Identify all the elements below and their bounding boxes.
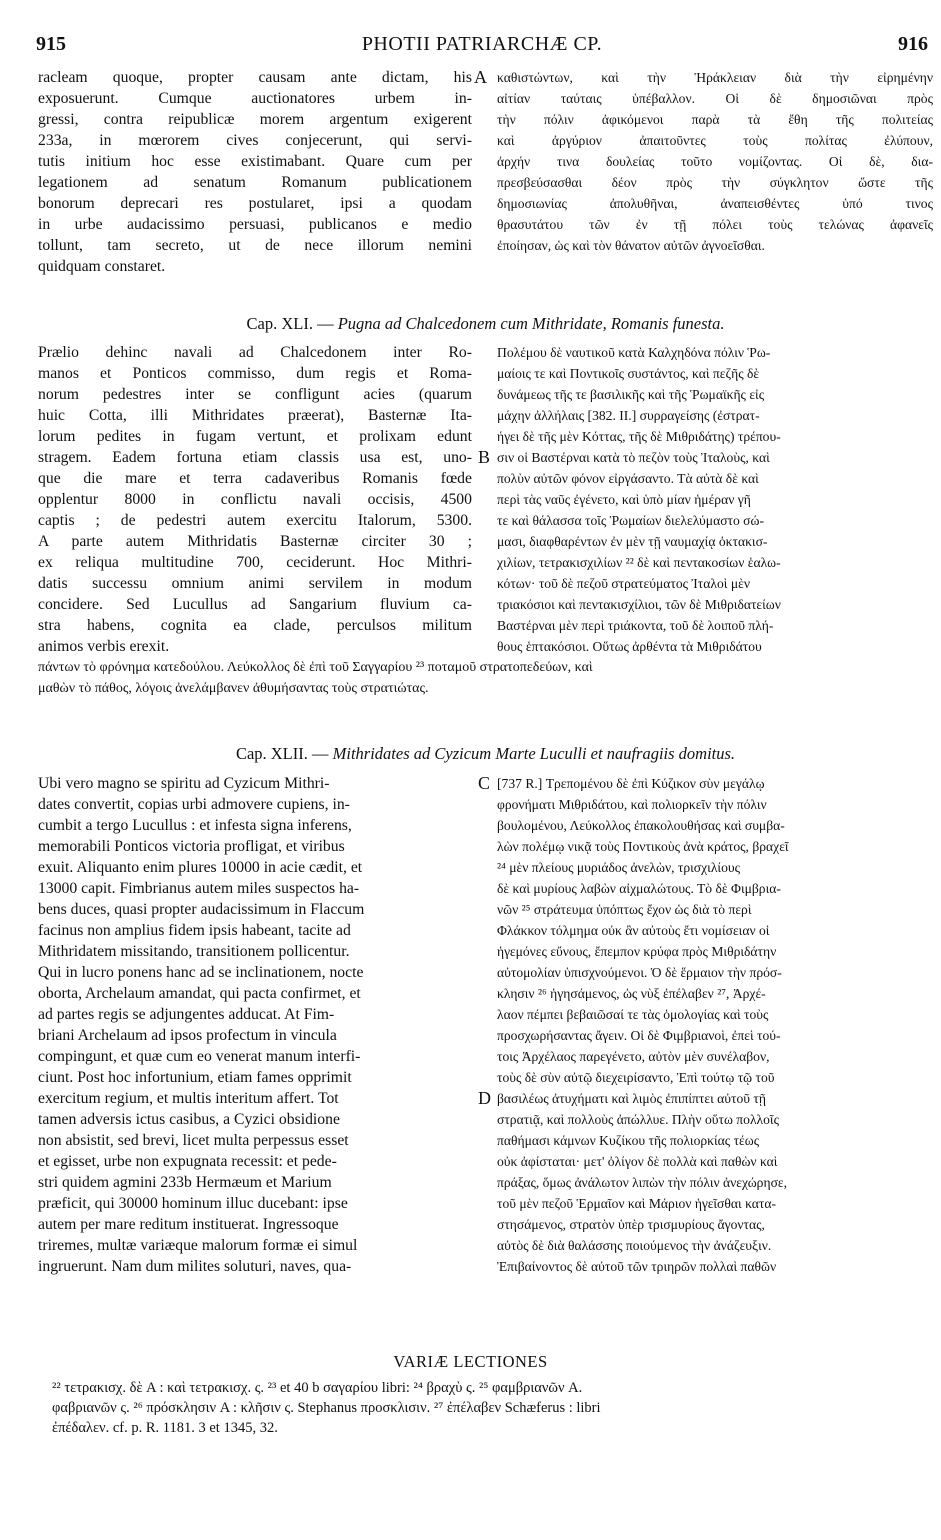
text-line: χιλίων, τετρακισχιλίων ²² δὲ καὶ πεντακοσίων ἑαλω- (497, 555, 781, 570)
text-line: ciunt. Post hoc infortunium, etiam fames opprimit (38, 1069, 352, 1086)
text-line: σιν οἱ Βαστέρναι κατὰ τὸ πεζὸν τοὺς Ἰταλοὺς, καὶ (497, 450, 770, 465)
text-line: quidquam constaret. (38, 258, 166, 275)
text-line: stragem. Eadem fortuna etiam classis usa est, uno- (38, 449, 472, 466)
text-line: concidere. Sed Lucullus ad Sangarium fluvium ca- (38, 596, 472, 613)
text-line: datis successu omnium animi servilem in modum (38, 575, 472, 592)
text-line: δὲ καὶ μυρίους λαβὼν αἰχμαλώτους. Τὸ δὲ Φιμβρια- (497, 881, 781, 896)
text-line: dates convertit, copias urbi admovere cupiens, in- (38, 796, 350, 813)
text-line: autem per mare reditum instituerat. Ingressoque (38, 1216, 339, 1233)
text-line: Πολέμου δὲ ναυτικοῦ κατὰ Καλχηδόνα πόλιν Ῥω- (497, 345, 771, 360)
text-line: πολὺν αὐτῶν φόνον εἰργάσαντο. Τὰ αὐτὰ δὲ καὶ (497, 471, 759, 486)
text-line: cumbit a tergo Lucullus : et infesta signa inferens, (38, 817, 352, 834)
margin-letter-b: B (478, 447, 491, 467)
text-line: θους ἑπτακόσιοι. Οὕτως ἀρθέντα τὰ Μιθριδάτου (497, 639, 762, 654)
text-line: præficit, qui 30000 hominum illuc ducebant: ipse (38, 1195, 348, 1212)
text-line: οὐκ ἀφίσταται· μετ' ὀλίγον δὲ πολλὰ καὶ παθὼν καὶ (497, 1154, 778, 1169)
text-line: Mithridatem missitando, transitionem pollicentur. (38, 943, 350, 960)
text-line: ἀρχήν τινα δουλείας τοῦτο νομίζοντας. Οἱ δὲ, δια- (497, 154, 933, 169)
text-line: πράξας, ὅμως ἀνάλωτον λιπὼν τὴν πόλιν ἀνεχώρησε, (497, 1175, 788, 1190)
running-title: PHOTII PATRIARCHÆ CP. (361, 33, 603, 55)
text-line: facinus non amplius fidem ipsis habeant, tacite ad (38, 922, 351, 939)
text-line: μαίοις τε καὶ Ποντικοῖς συστάντος, καὶ πεζῆς δὲ (497, 366, 760, 381)
text-line: στησάμενος, στρατὸν ὑπὲρ τρισμυρίους ἄγοντας, (497, 1217, 765, 1232)
text-line: προσχωρήσαντας ἄγειν. Οἱ δὲ Φιμβριανοὶ, ἐπεὶ τού- (497, 1028, 781, 1043)
text-line: Φλάκκον τόλμημα οὐκ ἂν αὐτοὺς ἔτι νομίσειαν οἱ (497, 923, 770, 938)
text-line: αἰτίαν ταύταις ὑπέβαλλον. Οἱ δὲ δημοσιῶναι πρὸς (497, 91, 933, 106)
chapter-title: Mithridates ad Cyzicum Marte Luculli et naufragiis domitus. (332, 744, 736, 763)
text-line: stri quidem agmini 233b Hermæum et Marium (38, 1174, 332, 1191)
text-line: αὐτομολίαν ὑπισχνούμενοι. Ὁ δὲ ἕρμαιον τὴν πρόσ- (497, 965, 782, 980)
page-header (36, 33, 928, 63)
text-line: racleam quoque, propter causam ante dictam, his (38, 69, 472, 86)
text-line: compingunt, et quæ cum eo venerat manum interfi- (38, 1048, 361, 1065)
text-line: ήγει δὲ τῆς μὲν Κόττας, τῆς δὲ Μιθριδάτης) τρέπου- (497, 429, 781, 444)
latin-column-section1 (38, 67, 472, 277)
text-line: Ubi vero magno se spiritu ad Cyzicum Mithri- (38, 775, 330, 792)
text-line: τοῦ μὲν πεζοῦ Ἑρμαῖον καὶ Μάριον ἡγεῖσθαι κατα- (497, 1196, 777, 1211)
text-line: triremes, multæ variæque malorum formæ ei simul (38, 1237, 358, 1254)
margin-letter-a: A (474, 67, 487, 87)
text-line: legationem ad senatum Romanum publicationem (38, 174, 472, 191)
text-line: exposuerunt. Cumque auctionatores urbem in- (38, 90, 472, 107)
text-line: animos verbis erexit. (38, 638, 170, 655)
margin-letter-d: D (478, 1088, 491, 1108)
text-line: ἐπέδαλεν. cf. p. R. 1181. 3 et 1345, 32. (52, 1420, 278, 1436)
text-line: ad partes regis se adjungentes adducat. At Fim- (38, 1006, 335, 1023)
text-line: non absistit, sed brevi, licet multa perpessus esset (38, 1132, 349, 1149)
text-line: τὴν πόλιν ἀφικόμενοι παρὰ τὰ ἔθη τῆς πολιτείας (497, 112, 933, 127)
text-line: καὶ ἀργύριον ἀπαιτοῦντες τοὺς πολίτας ἐλύπουν, (497, 133, 933, 148)
text-line: 13000 capit. Fimbrianus autem miles suspectos ha- (38, 880, 360, 897)
text-line: captis ; de pedestri autem exercitu Italorum, 5300. (38, 512, 472, 529)
text-line: oborta, Archelaum amandat, qui pacta confirmet, et (38, 985, 361, 1002)
text-line: exuit. Aliquanto enim plures 10000 in acie cædit, et (38, 859, 363, 876)
text-line: tutis initium hoc esse existimabant. Quare cum per (38, 153, 472, 170)
text-line: et egisset, urbe non expugnata recessit: et pede- (38, 1153, 337, 1170)
text-line: tollunt, tam secreto, ut de nece illorum nemini (38, 237, 472, 254)
text-line: gressi, contra reipublicæ morem argentum exigerent (38, 111, 472, 128)
text-line: τοις Ἀρχέλαος παρεγένετο, αὐτὸν μὲν συνέλαβον, (497, 1049, 770, 1064)
text-line: τοὺς δὲ σὺν αὐτῷ διεχειρίσαντο, Ἐπὶ τούτῳ τῷ τοῦ (497, 1070, 775, 1085)
text-line: μάχην ἀλλήλαις [382. II.] συρραγείσης (ἐστρατ- (497, 408, 760, 423)
text-line: θρασυτάτου τῶν ἐν τῇ πόλει τοὺς τελώνας ἀφανεῖς (497, 217, 933, 232)
text-line: λὼν πολέμῳ νικᾷ τοὺς Ποντικοὺς ἀνὰ κράτος, βραχεῖ (497, 839, 789, 854)
text-line: norum pedestres inter se confligunt acies (quarum (38, 386, 472, 403)
text-line: στρατιᾷ, καὶ πολλοὺς ἀπώλλυε. Πλὴν οὕτω πολλοῖς (497, 1112, 779, 1127)
latin-column-section3 (38, 773, 472, 1277)
text-line: Ἐπιβαίνοντος δὲ αὐτοῦ τῶν τριηρῶν πολλαὶ παθῶν (497, 1259, 777, 1274)
greek-column-section2 (497, 342, 933, 657)
text-line: φαβριανῶν ς. ²⁶ πρόσκλησιν A : κλῆσιν ς. Stephanus προσκλισιν. ²⁷ ἐπέλαβεν Schæferus : libri (52, 1400, 601, 1416)
text-line: lorum pedites in fugam vertunt, et prolixam edunt (38, 428, 472, 445)
text-line: opplentur 8000 in conflictu navali occisis, 4500 (38, 491, 472, 508)
text-line: [737 R.] Τρεπομένου δὲ ἐπὶ Κύζικον σὺν μεγάλῳ (497, 776, 765, 791)
text-line: βουλομένου, Λεύκολλος ἐπακολουθήσας καὶ συμβα- (497, 818, 785, 833)
text-line: memorabili Ponticos victoria profligat, et viribus (38, 838, 345, 855)
text-line: παθήμασι κάμνων Κυζίκου τῆς πολιορκίας τέως (497, 1133, 760, 1148)
text-line: Qui in lucro ponens hanc ad se inclinationem, nocte (38, 964, 364, 981)
text-line: νῶν ²⁵ στράτευμα ὑπόπτως ἔχον ὡς διὰ τὸ περὶ (497, 902, 752, 917)
text-line: manos et Ponticos commisso, dum regis et Roma- (38, 365, 472, 382)
greek-full-width-lines (38, 657, 933, 699)
text-line: δημοσιωνίας ἀπολυθῆναι, ἀναπεισθέντες ὑπό τινος (497, 196, 933, 211)
text-line: κότων· τοῦ δὲ πεζοῦ στρατεύματος Ἰταλοὶ μὲν (497, 576, 750, 591)
variae-lectiones-notes (52, 1378, 932, 1438)
text-line: κλησιν ²⁶ ἡγησάμενος, ὡς νὺξ ἐπέλαβεν ²⁷, Ἀρχέ- (497, 986, 766, 1001)
text-line: πρεσβεύσασθαι δέον πρὸς τὴν σύγκλητον ὥστε τῆς (497, 175, 933, 190)
left-page-number: 915 (36, 33, 66, 55)
chapter-heading-42 (38, 743, 933, 765)
text-line: τε καὶ θάλασσα τοῖς Ῥωμαίων διελελύμαστο σώ- (497, 513, 764, 528)
text-line: ἡγεμόνες εὔνους, ἔπεμπον κρύφα πρὸς Μιθριδάτην (497, 944, 777, 959)
text-line: A parte autem Mithridatis Basternæ circiter 30 ; (38, 533, 472, 550)
text-line: μαθὼν τὸ πάθος, λόγοις ἀνελάμβανεν ἀθυμήσαντας τοὺς στρατιώτας. (38, 681, 429, 696)
text-line: huic Cotta, illi Mithridates præerat), Basternæ Ita- (38, 407, 472, 424)
text-line: πάντων τὸ φρόνημα κατεδούλου. Λεύκολλος δὲ ἐπὶ τοῦ Σαγγαρίου ²³ ποταμοῦ στρατοπεδεύων, καὶ (38, 660, 593, 675)
text-line: 233a, in mœrorem cives conjecerunt, qui servi- (38, 132, 472, 149)
chapter-heading-41 (38, 313, 933, 335)
text-line: φρονήματι Μιθριδάτου, καὶ πολιορκεῖν τὴν πόλιν (497, 797, 767, 812)
greek-column-section1 (497, 67, 933, 256)
latin-column-section2 (38, 342, 472, 657)
text-line: ²⁴ μὲν πλείους μυριάδος ἀνελὼν, τρισχιλίους (497, 860, 740, 875)
text-line: δυνάμεως τῆς τε βασιλικῆς καὶ τῆς Ῥωμαϊκῆς εἰς (497, 387, 765, 402)
text-line: briani Archelaum ad ipsos profectum in vincula (38, 1027, 337, 1044)
text-line: αὐτὸς δὲ διὰ θαλάσσης ποιούμενος τὴν ἀνάζευξιν. (497, 1238, 772, 1253)
text-line: ²² τετρακισχ. δὲ A : καὶ τετρακισχ. ς. ²³ et 40 b σαγαρίου libri: ²⁴ βραχὺ ς. ²⁵ φαμβριανῶν A. (52, 1380, 583, 1396)
text-line: βασιλέως ἀτυχήματι καὶ λιμὸς ἐπιπίπτει αὐτοῦ τῇ (497, 1091, 766, 1106)
text-line: Βαστέρναι μὲν περὶ τριάκοντα, τοῦ δὲ λοιποῦ πλή- (497, 618, 774, 633)
text-line: Prælio dehinc navali ad Chalcedonem inter Ro- (38, 344, 472, 361)
text-line: exercitum regium, et multis interitum affert. Tot (38, 1090, 339, 1107)
text-line: bonorum deprecari res postularet, ipsi a quodam (38, 195, 472, 212)
greek-column-section3 (497, 773, 933, 1277)
text-line: καθιστώντων, καὶ τὴν Ἡράκλειαν διὰ τὴν εἰρημένην (497, 70, 933, 85)
right-page-number: 916 (898, 33, 928, 55)
text-line: ἐποίησαν, ὡς καὶ τὸν θάνατον αὐτῶν ἀγνοεῖσθαι. (497, 238, 765, 253)
chapter-number: Cap. XLI. — (246, 314, 334, 333)
text-line: ex reliqua multitudine 700, ceciderunt. Hoc Mithri- (38, 554, 472, 571)
text-line: τριακόσιοι καὶ πεντακισχίλιοι, τῶν δὲ Μιθριδατείων (497, 597, 781, 612)
text-line: tamen adversis ictus casibus, a Cyzici obsidione (38, 1111, 340, 1128)
text-line: stra habens, cognita ea clade, perculsos militum (38, 617, 472, 634)
text-line: bens duces, quasi propter audacissimum in Flaccum (38, 901, 365, 918)
chapter-number: Cap. XLII. — (235, 744, 329, 763)
text-line: que die mare et terra cadaveribus Romanis fœde (38, 470, 472, 487)
text-line: λαον πέμπει βεβαιῶσαί τε τὰς ὁμολογίας καὶ τοὺς (497, 1007, 769, 1022)
text-line: in urbe audacissimo persuasi, publicanos e medio (38, 216, 472, 233)
text-line: ingruerunt. Nam dum milites soluturi, naves, qua- (38, 1258, 352, 1275)
variae-lectiones-heading: VARIÆ LECTIONES (393, 1352, 548, 1371)
chapter-title: Pugna ad Chalcedonem cum Mithridate, Romanis funesta. (337, 314, 725, 333)
margin-letter-c: C (478, 773, 491, 793)
text-line: μασι, διαφθαρέντων ἐν μὲν τῇ ναυμαχίᾳ ὀκτακισ- (497, 534, 768, 549)
text-line: περὶ τὰς ναῦς ἐγένετο, καὶ ὑπὸ μίαν ἡμέραν γῆ (497, 492, 751, 507)
